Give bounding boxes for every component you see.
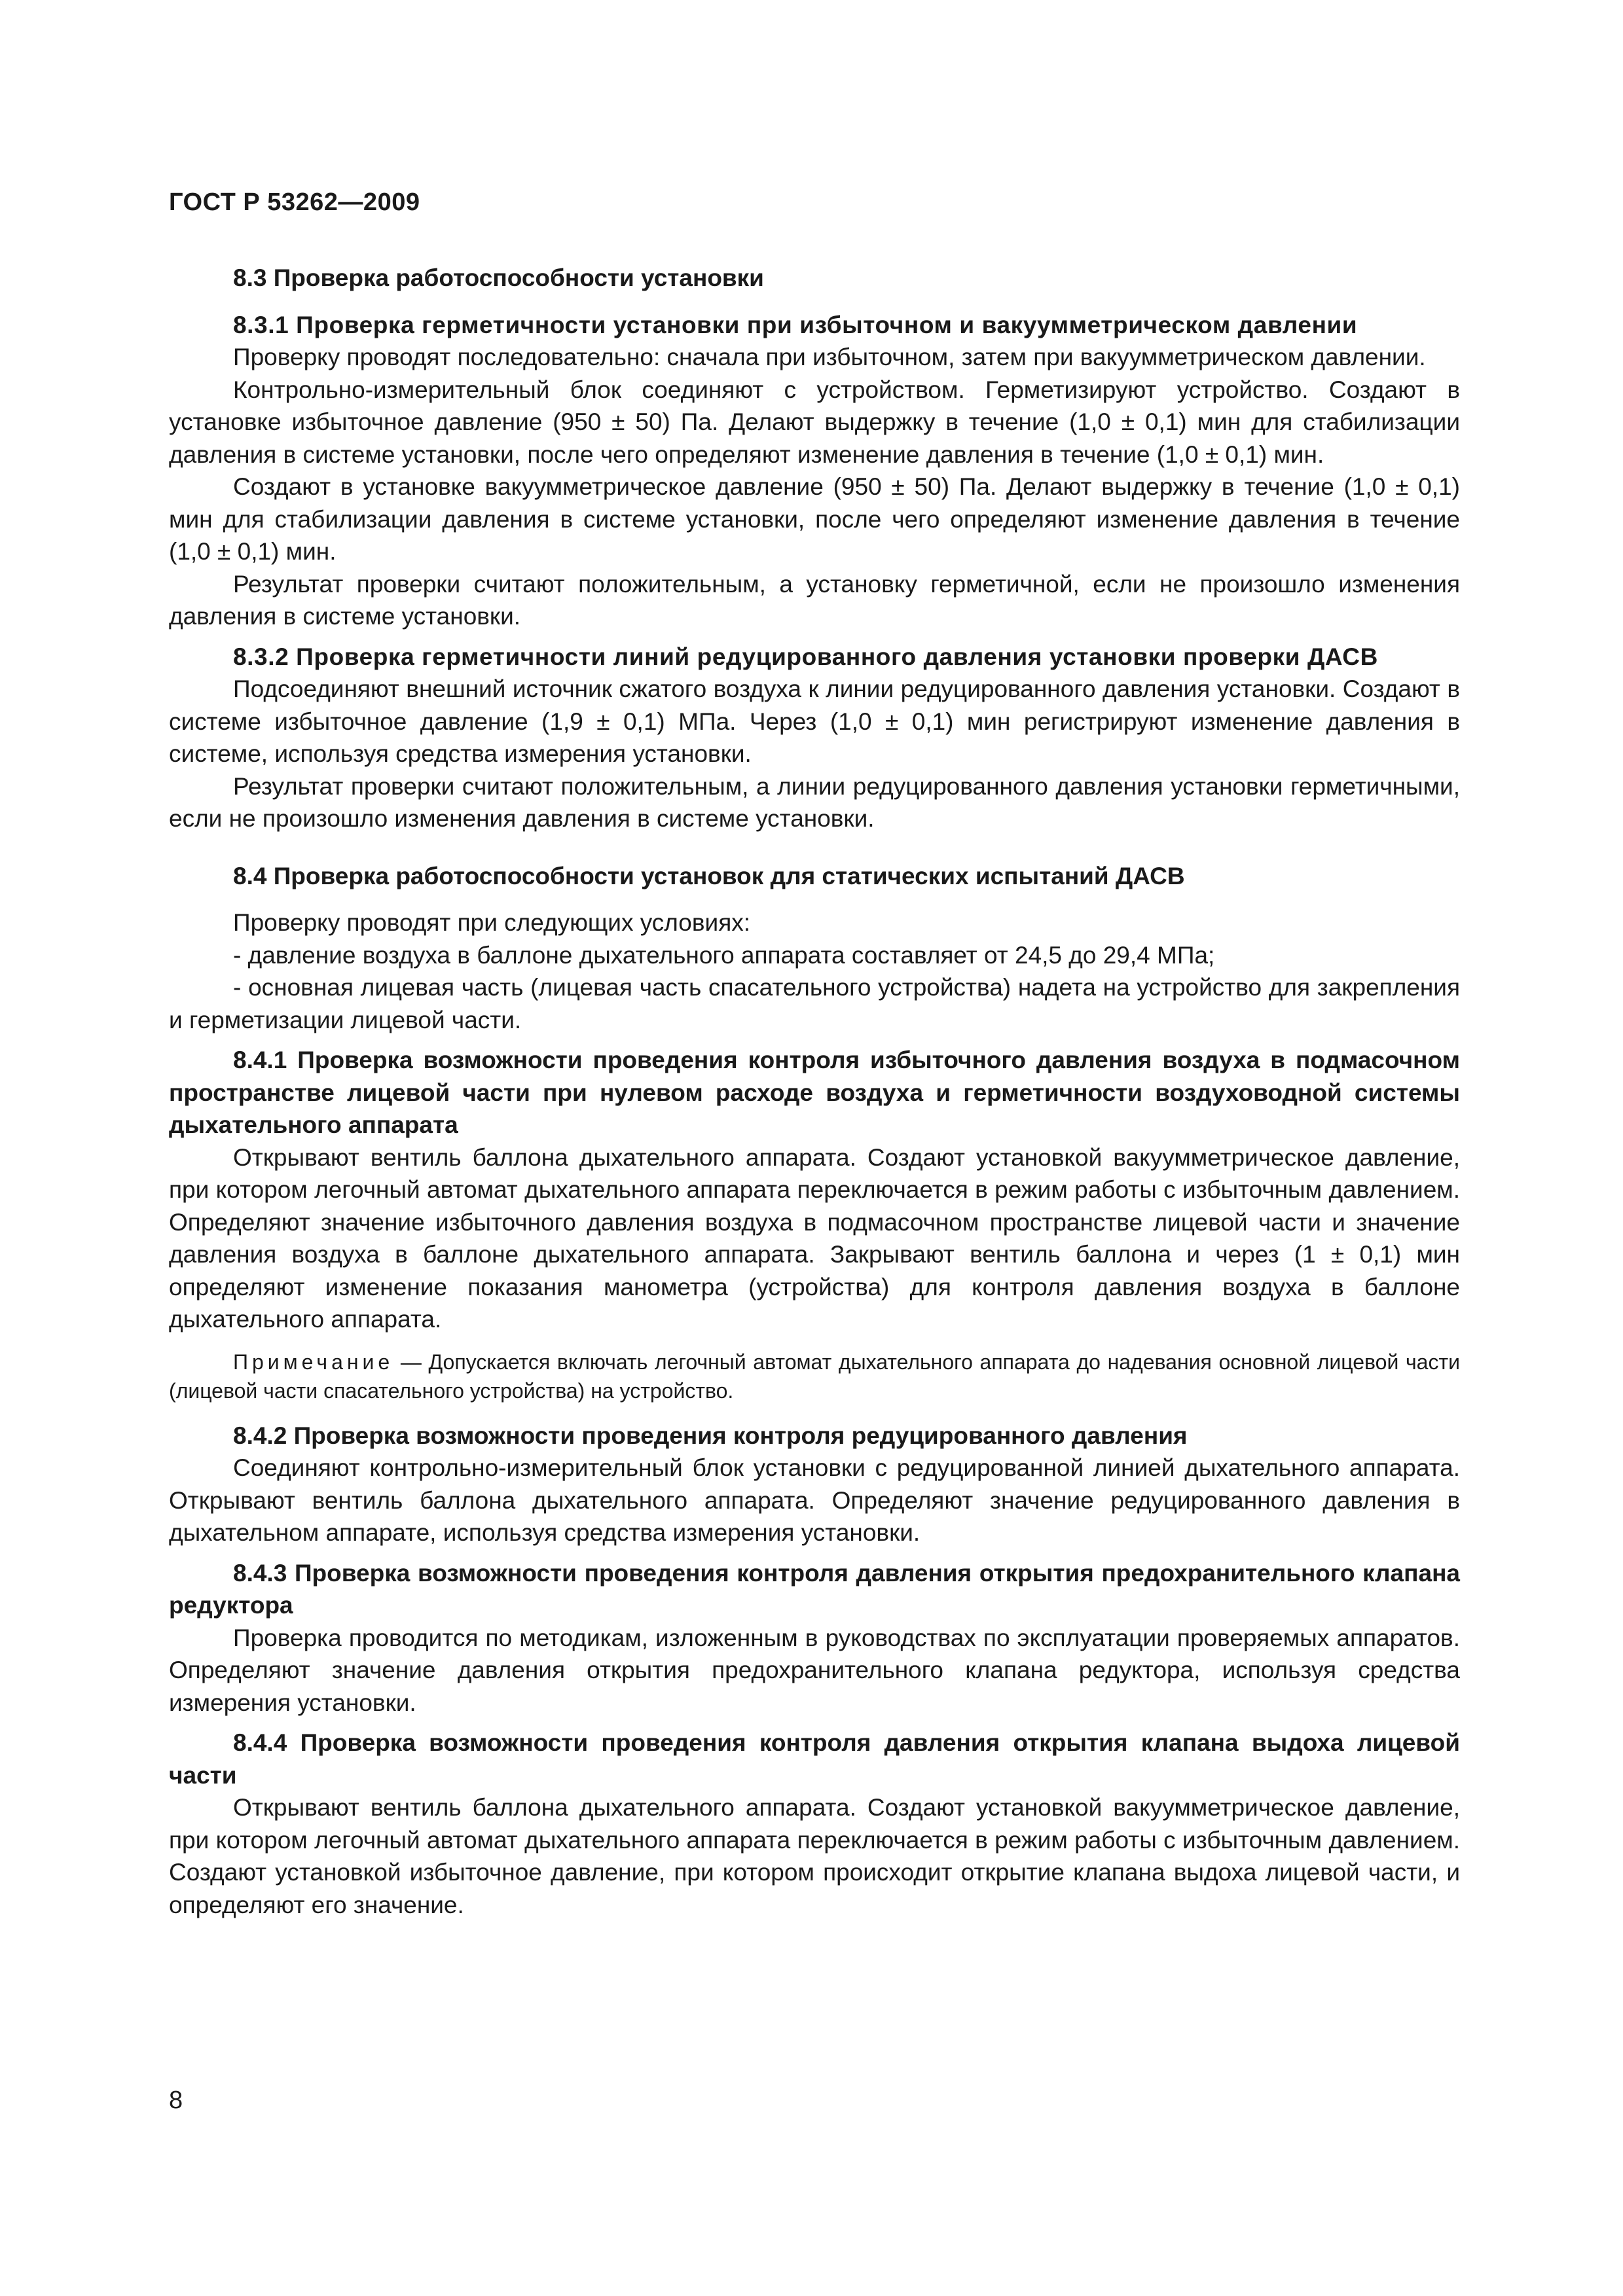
paragraph: Подсоединяют внешний источник сжатого воздуха к линии редуцированного давления установки. Создают в системе избыточное давление (1,9 ± 0,1) МПа. Через (1,0 ± 0,1) мин регистрируют изменение давления в системе, используя средства измерения установки. [169,675,1460,767]
section-heading-8-4: 8.4 Проверка работоспособности установок для статических испытаний ДАСВ [233,862,1185,889]
page-number: 8 [169,2087,183,2114]
section-heading-8-3-1: 8.3.1 Проверка герметичности установки при избыточном и вакуумметрическом давлении [233,311,1358,338]
note [169,1348,1460,1405]
list-item: - давление воздуха в баллоне дыхательного аппарата составляет от 24,5 до 29,4 МПа; [233,941,1215,969]
note-label: Примечание [233,1350,394,1374]
document-header: ГОСТ Р 53262—2009 [169,188,420,216]
paragraph: Проверку проводят при следующих условиях: [233,909,751,936]
paragraph: Контрольно-измерительный блок соединяют с устройством. Герметизируют устройство. Создают в установке избыточное давление (950 ± 50) Па. Делают выдержку в течение (1,0 ± 0,1) мин для стабилизации давления в системе установки, после чего определяют изменение давления в течение (1,0 ± 0,1) мин. [169,376,1460,468]
paragraph: Результат проверки считают положительным, а линии редуцированного давления установки герметичными, если не произошло изменения давления в системе установки. [169,772,1460,832]
paragraph: Проверку проводят последовательно: сначала при избыточном, затем при вакуумметрическом давлении. [233,344,1426,370]
paragraph: Проверка проводится по методикам, изложенным в руководствах по эксплуатации проверяемых аппаратов. Определяют значение давления открытия предохранительного клапана редуктора, используя средства измерения установки. [169,1624,1460,1716]
paragraph: Результат проверки считают положительным, а установку герметичной, если не произошло изменения давления в системе установки. [169,570,1460,630]
paragraph: Соединяют контрольно-измерительный блок установки с редуцированной линией дыхательного аппарата. Открывают вентиль баллона дыхательного аппарата. Определяют значение редуцированного давления в дыхательном аппарате, используя средства измерения установки. [169,1454,1460,1546]
document-body [169,262,1460,1921]
section-heading-8-4-2: 8.4.2 Проверка возможности проведения контроля редуцированного давления [233,1422,1188,1449]
paragraph: Открывают вентиль баллона дыхательного аппарата. Создают установкой вакуумметрическое давление, при котором легочный автомат дыхательного аппарата переключается в режим работы с избыточным давлением. Создают установкой избыточное давление, при котором происходит открытие клапана выдоха лицевой части, и определяют его значение. [169,1794,1460,1918]
paragraph: Создают в установке вакуумметрическое давление (950 ± 50) Па. Делают выдержку в течение (1,0 ± 0,1) мин для стабилизации давления в системе установки, после чего определяют изменение давления в течение (1,0 ± 0,1) мин. [169,473,1460,565]
paragraph: Открывают вентиль баллона дыхательного аппарата. Создают установкой вакуумметрическое давление, при котором легочный автомат дыхательного аппарата переключается в режим работы с избыточным давлением. Определяют значение избыточного давления воздуха в подмасочном пространстве лицевой части и значение давления воздуха в баллоне дыхательного аппарата. Закрывают вентиль баллона и через (1 ± 0,1) мин определяют изменение показания манометра (устройства) для контроля давления воздуха в баллоне дыхательного аппарата. [169,1143,1460,1333]
list-item: - основная лицевая часть (лицевая часть спасательного устройства) надета на устройство для закрепления и герметизации лицевой части. [169,974,1460,1033]
section-heading-8-3: 8.3 Проверка работоспособности установки [233,264,764,291]
note-text: — Допускается включать легочный автомат дыхательного аппарата до надевания основной лицевой части (лицевой части спасательного устройства) на устройство. [169,1350,1461,1403]
section-heading-8-4-4: 8.4.4 Проверка возможности проведения контроля давления открытия клапана выдоха лицевой части [169,1729,1460,1789]
section-heading-8-4-3: 8.4.3 Проверка возможности проведения контроля давления открытия предохранительного клапана редуктора [169,1559,1460,1619]
section-heading-8-3-2: 8.3.2 Проверка герметичности линий редуцированного давления установки проверки ДАСВ [233,643,1378,670]
section-heading-8-4-1: 8.4.1 Проверка возможности проведения контроля избыточного давления воздуха в подмасочном пространстве лицевой части при нулевом расходе воздуха и герметичности воздуховодной системы дыхательного аппарата [169,1047,1460,1138]
